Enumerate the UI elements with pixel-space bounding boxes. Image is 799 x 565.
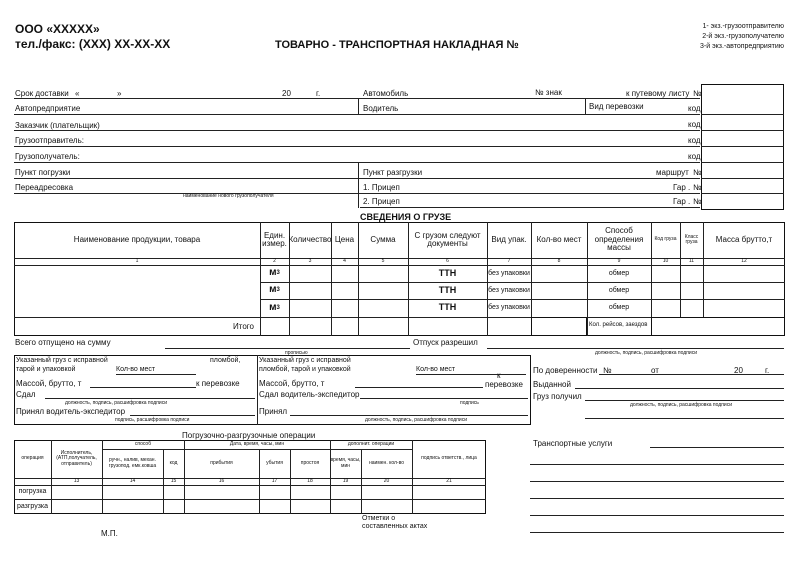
issued-label: Выданной — [533, 380, 571, 389]
col-header-cargo-code: Код груза — [654, 236, 677, 243]
ops-num-14: 14 — [129, 477, 136, 484]
quote-close: » — [117, 89, 122, 98]
plate-label: № знак — [535, 88, 562, 97]
copy-note-1: 1- экз.-грузоотправителю — [702, 23, 784, 30]
total-sum-label: Всего отпущено на сумму — [15, 338, 111, 347]
ops-col-method-sub: ручн., налив, механ. грузопод. емк.ковша — [108, 457, 157, 469]
received-sign-note: должность, подпись, расшифровка подписи — [630, 402, 732, 408]
table-row-method: обмер — [608, 269, 630, 277]
total-label: Итого — [233, 322, 254, 331]
gar2-no: № — [693, 197, 702, 206]
ops-row-loading: погрузка — [18, 488, 47, 496]
col-num-9: 9 — [617, 257, 621, 264]
stamp-label: М.П. — [101, 529, 118, 538]
trailer2-label: 2. Прицеп — [363, 197, 400, 206]
power-from: от — [651, 366, 659, 375]
route-label: маршрут — [656, 168, 689, 177]
document-title: ТОВАРНО - ТРАНСПОРТНАЯ НАКЛАДНАЯ № — [275, 39, 519, 51]
ops-col-departure: убытия — [266, 459, 283, 466]
mid-transport-k: к — [497, 371, 501, 380]
delivery-term-label: Срок доставки — [15, 89, 69, 98]
company-name: ООО «ХХХХХ» — [15, 22, 100, 36]
ops-num-15: 15 — [170, 477, 177, 484]
table-row-docs: ТТН — [438, 284, 457, 295]
unloading-point-label: Пункт разгрузки — [363, 168, 423, 177]
col-num-5: 5 — [381, 257, 385, 264]
mid-transport-label: перевозке — [485, 380, 523, 389]
col-header-mass: Масса брутто,т — [715, 234, 773, 244]
mid-sign-note: подпись — [460, 400, 479, 406]
ops-col-time: Дата, время, часы, мин — [229, 440, 285, 447]
shipper-label: Грузоотправитель: — [15, 136, 84, 145]
company-phone: тел./факс: (ХХХ) ХХ-ХХ-ХХ — [15, 37, 171, 51]
col-header-qty: Количество — [288, 234, 332, 244]
waybill-no: № — [693, 89, 702, 98]
gar1-no: № — [693, 183, 702, 192]
ops-col-extra: дополнит. операции — [347, 440, 395, 447]
col-header-pack: Вид упак. — [491, 234, 527, 244]
table-row-method: обмер — [608, 286, 630, 294]
table-row-unit: м 3 — [269, 284, 280, 296]
col-num-1: 1 — [135, 257, 139, 264]
written-note: прописью — [285, 350, 308, 356]
ops-col-idle: простоя — [300, 459, 320, 466]
left-accepted-label: Принял водитель-экспедитор — [16, 407, 126, 416]
table-row-pack: без упаковки — [488, 286, 530, 294]
codes-box — [701, 84, 784, 210]
col-num-11: 11 — [688, 257, 695, 264]
left-line2b: Кол-во мест — [116, 366, 156, 373]
gar1: Гар . — [673, 183, 691, 192]
allowed-sign-note: должность, подпись, расшифровка подписи — [595, 350, 697, 356]
mid-line2b: Кол-во мест — [416, 366, 456, 373]
ops-num-13: 13 — [73, 477, 80, 484]
ops-title: Погрузочно-разгрузочные операции — [182, 431, 316, 440]
left-sign-note: должность, подпись, расшифровка подписи — [65, 400, 167, 406]
ops-row-unloading: разгрузка — [16, 502, 49, 510]
code-3: код — [688, 136, 701, 145]
table-row-method: обмер — [608, 304, 630, 312]
marks-label: Отметки о составленных актах — [362, 515, 428, 531]
left-transport-label: к перевозке — [196, 379, 240, 388]
copy-note-3: 3-й экз.-автопредприятию — [699, 43, 784, 50]
table-row-unit: м 3 — [269, 301, 280, 313]
col-header-price: Цена — [334, 234, 355, 244]
ops-col-operation: операция — [21, 455, 44, 462]
received-label: Груз получил — [533, 392, 582, 401]
transport-type-label: Вид перевозки — [589, 102, 644, 111]
copy-note-2: 2-й экз.-грузополучателю — [702, 33, 784, 40]
readdress-sub: наименование нового грузополучателя — [183, 193, 274, 199]
consignee-label: Грузополучатель: — [15, 152, 80, 161]
col-num-2: 2 — [273, 257, 276, 264]
code-2: код — [688, 120, 701, 129]
left-sign-note-2: подпись, расшифровка подписи — [115, 417, 190, 423]
mid-line2a: пломбой, тарой и упаковкой — [259, 366, 351, 373]
col-header-unit: Един. измер. — [262, 230, 287, 248]
table-row-pack: без упаковки — [488, 304, 530, 312]
table-row-docs: ТТН — [438, 267, 457, 278]
left-handed-label: Сдал — [16, 390, 36, 399]
col-header-places: Кол-во мест — [536, 234, 582, 244]
col-header-method: Способ определения массы — [594, 226, 644, 253]
col-header-name: Наименование продукции, товара — [73, 234, 201, 244]
table-row-docs: ТТН — [438, 302, 457, 313]
ops-col-extra-name: наимен. кол-во — [369, 459, 404, 466]
mid-mass-label: Массой, брутто, т — [259, 379, 325, 388]
ops-num-20: 20 — [383, 477, 390, 484]
table-row-unit: м 3 — [269, 267, 280, 279]
col-num-12: 12 — [741, 257, 747, 264]
ops-num-18: 18 — [307, 477, 313, 484]
left-line2a: тарой и упаковкой — [16, 366, 76, 373]
delivery-year-suffix: г. — [316, 89, 321, 98]
mid-sign-note-2: должность, подпись, расшифровка подписи — [365, 417, 467, 423]
mid-line1: Указанный груз с исправной — [259, 357, 351, 364]
col-header-cargo-class: Класс груза — [684, 233, 699, 245]
waybill-label: к путевому листу — [626, 89, 690, 98]
trailer1-label: 1. Прицеп — [363, 183, 400, 192]
power-no: № — [603, 366, 612, 375]
table-row-pack: без упаковки — [488, 269, 530, 277]
allowed-label: Отпуск разрешил — [413, 338, 478, 347]
delivery-year: 20 — [282, 89, 291, 98]
readdress-label: Переадресовка — [15, 183, 74, 192]
mid-handed-label: Сдал водитель-экспедитор — [259, 390, 360, 399]
trips-label: Кол. рейсов, заездов — [589, 322, 648, 328]
col-num-10: 10 — [662, 257, 669, 264]
power-label: По доверенности — [533, 366, 598, 375]
power-year-suffix: г. — [765, 366, 770, 375]
ops-col-arrival: прибытия — [210, 459, 233, 466]
ops-col-signature: подпись ответств., лица — [421, 455, 477, 462]
ops-num-19: 19 — [342, 477, 349, 484]
ops-num-16: 16 — [218, 477, 225, 484]
code-4: код — [688, 152, 701, 161]
ops-num-21: 21 — [446, 477, 452, 484]
ops-num-17: 17 — [271, 477, 278, 484]
loading-point-label: Пункт погрузки — [15, 168, 71, 177]
power-year: 20 — [734, 366, 743, 375]
cargo-section-title: СВЕДЕНИЯ О ГРУЗЕ — [360, 212, 452, 222]
services-label: Транспортные услуги — [533, 439, 613, 448]
gar2: Гар . — [673, 197, 691, 206]
left-line1a: Указанный груз с исправной — [16, 357, 108, 364]
quote-open: « — [75, 89, 80, 98]
ops-col-executor: Исполнитель, (АТП,получатель, отправитель) — [56, 450, 97, 467]
col-num-3: 3 — [308, 257, 312, 264]
customer-label: Заказчик (плательщик) — [15, 121, 100, 130]
car-label: Автомобиль — [363, 89, 409, 98]
ops-col-method: способ — [134, 440, 152, 447]
ops-col-extra-time: время, часы, мин — [330, 457, 361, 469]
col-header-docs: С грузом следуют документы — [414, 230, 481, 248]
code-1: код — [688, 104, 701, 113]
left-line1b: пломбой, — [210, 357, 241, 364]
col-num-8: 8 — [557, 257, 561, 264]
ops-col-code: код — [169, 459, 178, 466]
col-num-6: 6 — [446, 257, 449, 264]
col-num-4: 4 — [343, 257, 346, 264]
mid-accepted-label: Принял — [259, 407, 288, 416]
route-no: № — [693, 168, 702, 177]
driver-label: Водитель — [363, 104, 399, 113]
col-num-7: 7 — [507, 257, 511, 264]
col-header-sum: Сумма — [370, 234, 396, 244]
left-mass-label: Массой, брутто, т — [16, 379, 82, 388]
company-label: Автопредприятие — [15, 104, 81, 113]
